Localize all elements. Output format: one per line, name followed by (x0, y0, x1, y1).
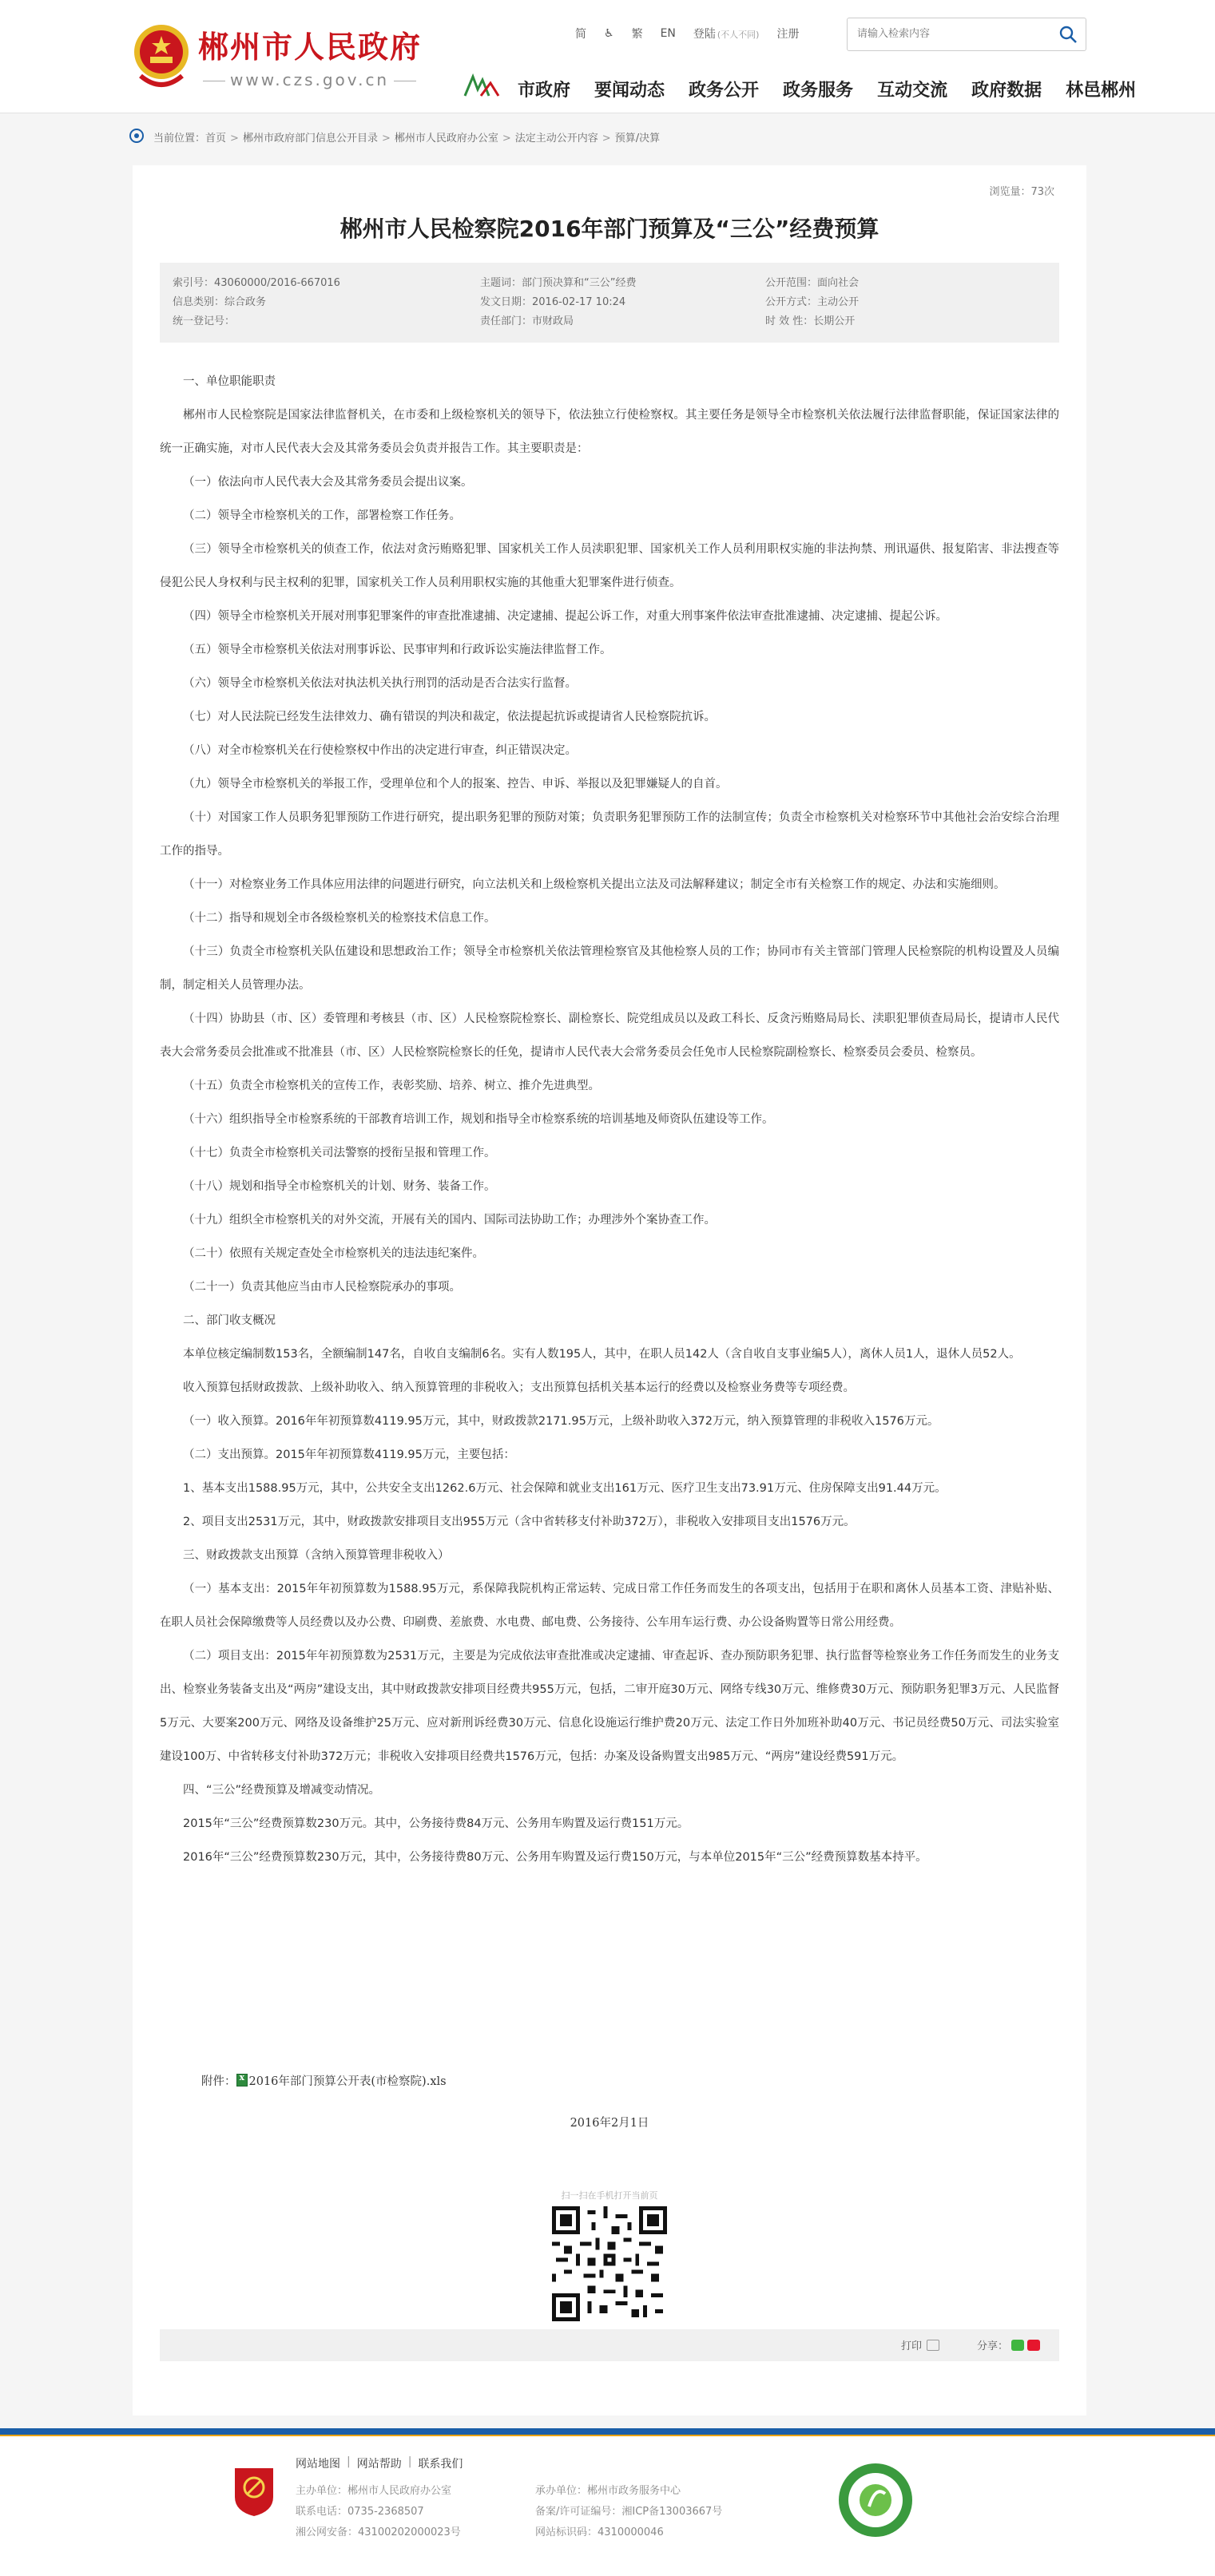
wechat-icon[interactable] (1011, 2340, 1024, 2351)
nav-item-services[interactable]: 政务服务 (783, 81, 854, 101)
attachment (201, 2072, 447, 2089)
nav-item-data[interactable]: 政府数据 (971, 81, 1042, 101)
footer-site-id: 网站标识码：4310000046 (535, 2526, 664, 2538)
body-paragraph: （三）领导全市检察机关的侦查工作，依法对贪污贿赂犯罪、国家机关工作人员渎职犯罪、国家机关工作人员利用职权实施的非法拘禁、刑讯逼供、报复陷害、非法搜查等侵犯公民人身权利与民主权利的犯罪，国家机关工作人员利用职权实施的其他重大犯罪案件进行侦查。 (160, 543, 1059, 589)
main-nav (518, 77, 1136, 101)
footer-icp[interactable]: 备案/许可证编号：湘ICP备13003667号 (535, 2506, 723, 2518)
accessibility-icon[interactable]: ♿ (604, 27, 614, 40)
share-group (977, 2337, 1040, 2352)
breadcrumb-item-office[interactable]: 郴州市人民政府办公室 (394, 133, 498, 145)
body-paragraph: 收入预算包括财政拨款、上级补助收入、纳入预算管理的非税收入；支出预算包括机关基本运行的经费以及检察业务费等专项经费。 (183, 1381, 855, 1394)
body-paragraph: （五）领导全市检察机关依法对刑事诉讼、民事审判和行政诉讼实施法律监督工作。 (183, 644, 612, 656)
qr-caption: 扫一扫在手机打开当前页 (561, 2190, 658, 2201)
body-paragraph: （七）对人民法院已经发生法律效力、确有错误的判决和裁定，依法提起抗诉或提请省人民检察院抗诉。 (183, 711, 716, 723)
site-footer (0, 2428, 1215, 2576)
body-paragraph: （二）支出预算。2015年年初预算数4119.95万元，主要包括： (183, 1449, 515, 1461)
share-label: 分享： (976, 2340, 1008, 2352)
body-paragraph: （十七）负责全市检察机关司法警察的授衔呈报和管理工作。 (183, 1147, 496, 1159)
article-panel (133, 165, 1086, 2415)
body-paragraph: （八）对全市检察机关在行使检察权中作出的决定进行审查，纠正错误决定。 (183, 744, 577, 757)
meta-row (173, 293, 1046, 312)
body-paragraph: （十二）指导和规划全市各级检察机关的检察技术信息工作。 (183, 912, 496, 925)
footer-organizer: 承办单位：郴州市政务服务中心 (535, 2485, 681, 2497)
meta-date: 发文日期：2016-02-17 10:24 (480, 296, 626, 308)
top-links (575, 24, 816, 43)
article-body (160, 365, 1059, 1874)
share-bar (160, 2329, 1059, 2361)
body-paragraph: （一）基本支出：2015年年初预算数为1588.95万元，系保障我院机构正常运转、完成日常工作任务而发生的各项支出，包括用于在职和离休人员基本工资、津贴补贴、在职人员社会保障缴费等人员经费以及办公费、印刷费、差旅费、水电费、邮电费、公务接待、公车用车运行费、办公设备购置等日常公用经费。 (160, 1583, 1059, 1629)
footer-phone: 联系电话：0735-2368507 (296, 2506, 424, 2518)
footer-link-contact[interactable]: 联系我们 (418, 2458, 463, 2471)
meta-method: 公开方式：主动公开 (765, 296, 860, 308)
body-paragraph: （二十）依照有关规定查处全市检察机关的违法违纪案件。 (183, 1247, 484, 1260)
body-heading: 一、单位职能职责 (183, 375, 276, 388)
printer-icon[interactable] (927, 2340, 939, 2351)
breadcrumb-trail: 当前位置：首页 > 郴州市政府部门信息公开目录 > 郴州市人民政府办公室 > 法定主动公开内容 > 预算/决算 (153, 133, 661, 145)
footer-divider-accent (0, 2435, 1215, 2436)
body-paragraph: （二十一）负责其他应当由市人民检察院承办的事项。 (183, 1281, 461, 1294)
breadcrumb-item-budget[interactable]: 预算/决算 (614, 133, 661, 145)
site-header (0, 0, 1215, 113)
meta-row (173, 312, 1046, 331)
location-icon (129, 129, 144, 143)
traditional-chinese-link[interactable]: 繁 (631, 28, 643, 41)
page-title: 郴州市人民检察院2016年部门预算及“三公”经费预算 (339, 216, 879, 242)
breadcrumb-item-home[interactable]: 首页 (205, 133, 227, 145)
meta-category: 信息类别：综合政务 (173, 296, 267, 308)
civilized-unit-seal-icon (837, 2462, 914, 2538)
attachment-link[interactable]: 2016年部门预算公开表(市检察院).xls (248, 2075, 447, 2088)
body-paragraph: （一）收入预算。2016年年初预算数4119.95万元，其中，财政拨款2171.95万元，上级补助收入372万元，纳入预算管理的非税收入1576万元。 (183, 1415, 939, 1428)
site-name[interactable]: 郴州市人民政府 (198, 29, 423, 65)
party-badge-icon (232, 2465, 276, 2518)
body-heading: 三、财政拨款支出预算（含纳入预算管理非税收入） (183, 1549, 450, 1562)
body-paragraph: （十三）负责全市检察机关队伍建设和思想政治工作；领导全市检察机关依法管理检察官及其他检察人员的工作；协同市有关主管部门管理人民检察院的机构设置及人员编制，制定相关人员管理办法。 (160, 945, 1059, 992)
footer-police-record[interactable]: 湘公网安备：43100202000023号 (296, 2526, 461, 2538)
search-icon[interactable] (1058, 25, 1078, 44)
body-paragraph: 1、基本支出1588.95万元，其中，公共安全支出1262.6万元、社会保障和就业支出161万元、医疗卫生支出73.91万元、住房保障支出91.44万元。 (183, 1482, 947, 1495)
login-sub-label: (不人不同) (717, 30, 760, 40)
excel-file-icon (236, 2074, 248, 2087)
font-toggle-link[interactable]: 简 (575, 28, 586, 41)
nav-item-disclosure[interactable]: 政务公开 (689, 81, 760, 101)
body-paragraph: （十八）规划和指导全市检察机关的计划、财务、装备工作。 (183, 1180, 496, 1193)
qr-code-icon (552, 2206, 667, 2321)
publish-date: 2016年2月1日 (570, 2117, 649, 2130)
register-link[interactable]: 注册 (776, 28, 800, 41)
body-paragraph: （十一）对检察业务工作具体应用法律的问题进行研究，向立法机关和上级检察机关提出立法及司法解释建议；制定全市有关检察工作的规定、办法和实施细则。 (183, 878, 1006, 891)
meta-subject: 主题词：部门预决算和“三公”经费 (480, 277, 637, 289)
site-domain: www.czs.gov.cn (198, 70, 421, 89)
footer-links: 网站地图 | 网站帮助 | 联系我们 (296, 2455, 463, 2471)
nav-item-interaction[interactable]: 互动交流 (877, 81, 948, 101)
breadcrumb (0, 113, 1215, 158)
body-paragraph: （十九）组织全市检察机关的对外交流，开展有关的国内、国际司法协助工作；办理涉外个案协查工作。 (183, 1214, 716, 1227)
body-paragraph: 本单位核定编制数153名，全额编制147名，自收自支编制6名。实有人数195人，其中，在职人员142人（含自收自支事业编5人），离休人员1人，退休人员52人。 (183, 1348, 1021, 1361)
body-paragraph: （九）领导全市检察机关的举报工作，受理单位和个人的报案、控告、申诉、举报以及犯罪嫌疑人的自首。 (183, 778, 728, 791)
breadcrumb-item-statutory[interactable]: 法定主动公开内容 (514, 133, 598, 145)
login-label[interactable]: 登陆 (693, 28, 716, 41)
nav-item-linyi[interactable]: 林邑郴州 (1066, 81, 1137, 101)
login-link[interactable] (693, 26, 760, 42)
body-paragraph: 2016年“三公”经费预算数230万元，其中，公务接待费80万元、公务用车购置及运行费150万元，与本单位2015年“三公”经费预算数基本持平。 (183, 1851, 927, 1864)
body-paragraph: （十五）负责全市检察机关的宣传工作，表彰奖励、培养、树立、推介先进典型。 (183, 1080, 600, 1092)
document-meta (160, 263, 1059, 343)
footer-link-sitemap[interactable]: 网站地图 (296, 2458, 340, 2471)
forest-logo-icon (462, 72, 502, 99)
footer-sponsor: 主办单位：郴州市人民政府办公室 (296, 2485, 452, 2497)
search-input[interactable] (848, 18, 1039, 49)
nav-item-news[interactable]: 要闻动态 (594, 81, 665, 101)
body-paragraph: （六）领导全市检察机关依法对执法机关执行刑罚的活动是否合法实行监督。 (183, 677, 577, 690)
footer-link-help[interactable]: 网站帮助 (356, 2458, 402, 2471)
body-heading: 二、部门收支概况 (183, 1314, 276, 1327)
meta-row (173, 274, 1046, 293)
print-label[interactable]: 打印 (900, 2340, 922, 2352)
body-paragraph: （一）依法向市人民代表大会及其常务委员会提出议案。 (183, 476, 473, 489)
view-count: 浏览量：73次 (989, 186, 1054, 198)
national-emblem-icon (133, 20, 190, 92)
footer-info (296, 2481, 722, 2543)
body-paragraph: （二）领导全市检察机关的工作，部署检察工作任务。 (183, 509, 461, 522)
meta-registration: 统一登记号： (173, 315, 236, 327)
body-paragraph: 2、项目支出2531万元，其中，财政拨款安排项目支出955万元（含中省转移支付补助372万），非税收入安排项目支出1576万元。 (183, 1516, 856, 1528)
nav-item-government[interactable]: 市政府 (518, 81, 571, 101)
english-link[interactable]: EN (660, 27, 676, 40)
print-button[interactable] (901, 2337, 939, 2352)
body-paragraph: （十六）组织指导全市检察系统的干部教育培训工作，规划和指导全市检察系统的培训基地及师资队伍建设等工作。 (183, 1113, 774, 1126)
breadcrumb-item-catalog[interactable]: 郴州市政府部门信息公开目录 (242, 133, 378, 145)
footer-divider (0, 2428, 1215, 2435)
body-paragraph: （四）领导全市检察机关开展对刑事犯罪案件的审查批准逮捕、决定逮捕、提起公诉工作，对重大刑事案件依法审查批准逮捕、决定逮捕、提起公诉。 (183, 610, 947, 623)
attachment-label: 附件： (201, 2075, 236, 2088)
body-paragraph: （十四）协助县（市、区）委管理和考核县（市、区）人民检察院检察长、副检察长、院党组成员以及政工科长、反贪污贿赂局局长、渎职犯罪侦查局局长，提请市人民代表大会常务委员会批准或不批准县（市、区）人民检察院检察长的任免，提请市人民代表大会常务委员会任免市人民检察院副检察长、检察委员会委员、检察员。 (160, 1013, 1059, 1059)
meta-scope: 公开范围：面向社会 (765, 277, 860, 289)
body-paragraph: 2015年“三公”经费预算数230万元。其中，公务接待费84万元、公务用车购置及运行费151万元。 (183, 1817, 689, 1830)
body-paragraph: 郴州市人民检察院是国家法律监督机关，在市委和上级检察机关的领导下，依法独立行使检察权。其主要任务是领导全市检察机关依法履行法律监督职能，保证国家法律的统一正确实施，对市人民代表大会及其常务委员会负责并报告工作。其主要职责是： (160, 409, 1059, 455)
body-heading: 四、“三公”经费预算及增减变动情况。 (183, 1784, 381, 1797)
weibo-icon[interactable] (1027, 2340, 1040, 2351)
meta-index-number: 索引号：43060000/2016-667016 (173, 277, 340, 289)
meta-department: 责任部门：市财政局 (480, 315, 574, 327)
meta-validity: 时 效 性：长期公开 (765, 315, 856, 327)
breadcrumb-label: 当前位置： (153, 133, 206, 145)
body-paragraph: （二）项目支出：2015年年初预算数为2531万元，主要是为完成依法审查批准或决定逮捕、审查起诉、查办预防职务犯罪、执行监督等检察业务工作任务而发生的业务支出、检察业务装备支出及“两房”建设支出，其中财政拨款安排项目经费共955万元，包括，二审开庭30万元、网络专线30万元、维修费30万元、预防职务犯罪3万元、人民监督5万元、大要案200万元、网络及设备维护25万元、应对新刑诉经费30万元、信息化设施运行维护费20万元、法定工作日外加班补助40万元、书记员经费50万元、司法实验室建设100万、中省转移支付补助372万元；非税收入安排项目经费共1576万元，包括：办案及设备购置支出985万元、“两房”建设经费591万元。 (160, 1650, 1059, 1763)
search-box (847, 18, 1086, 51)
body-paragraph: （十）对国家工作人员职务犯罪预防工作进行研究，提出职务犯罪的预防对策；负责职务犯罪预防工作的法制宣传；负责全市检察机关对检察环节中其他社会治安综合治理工作的指导。 (160, 811, 1059, 858)
